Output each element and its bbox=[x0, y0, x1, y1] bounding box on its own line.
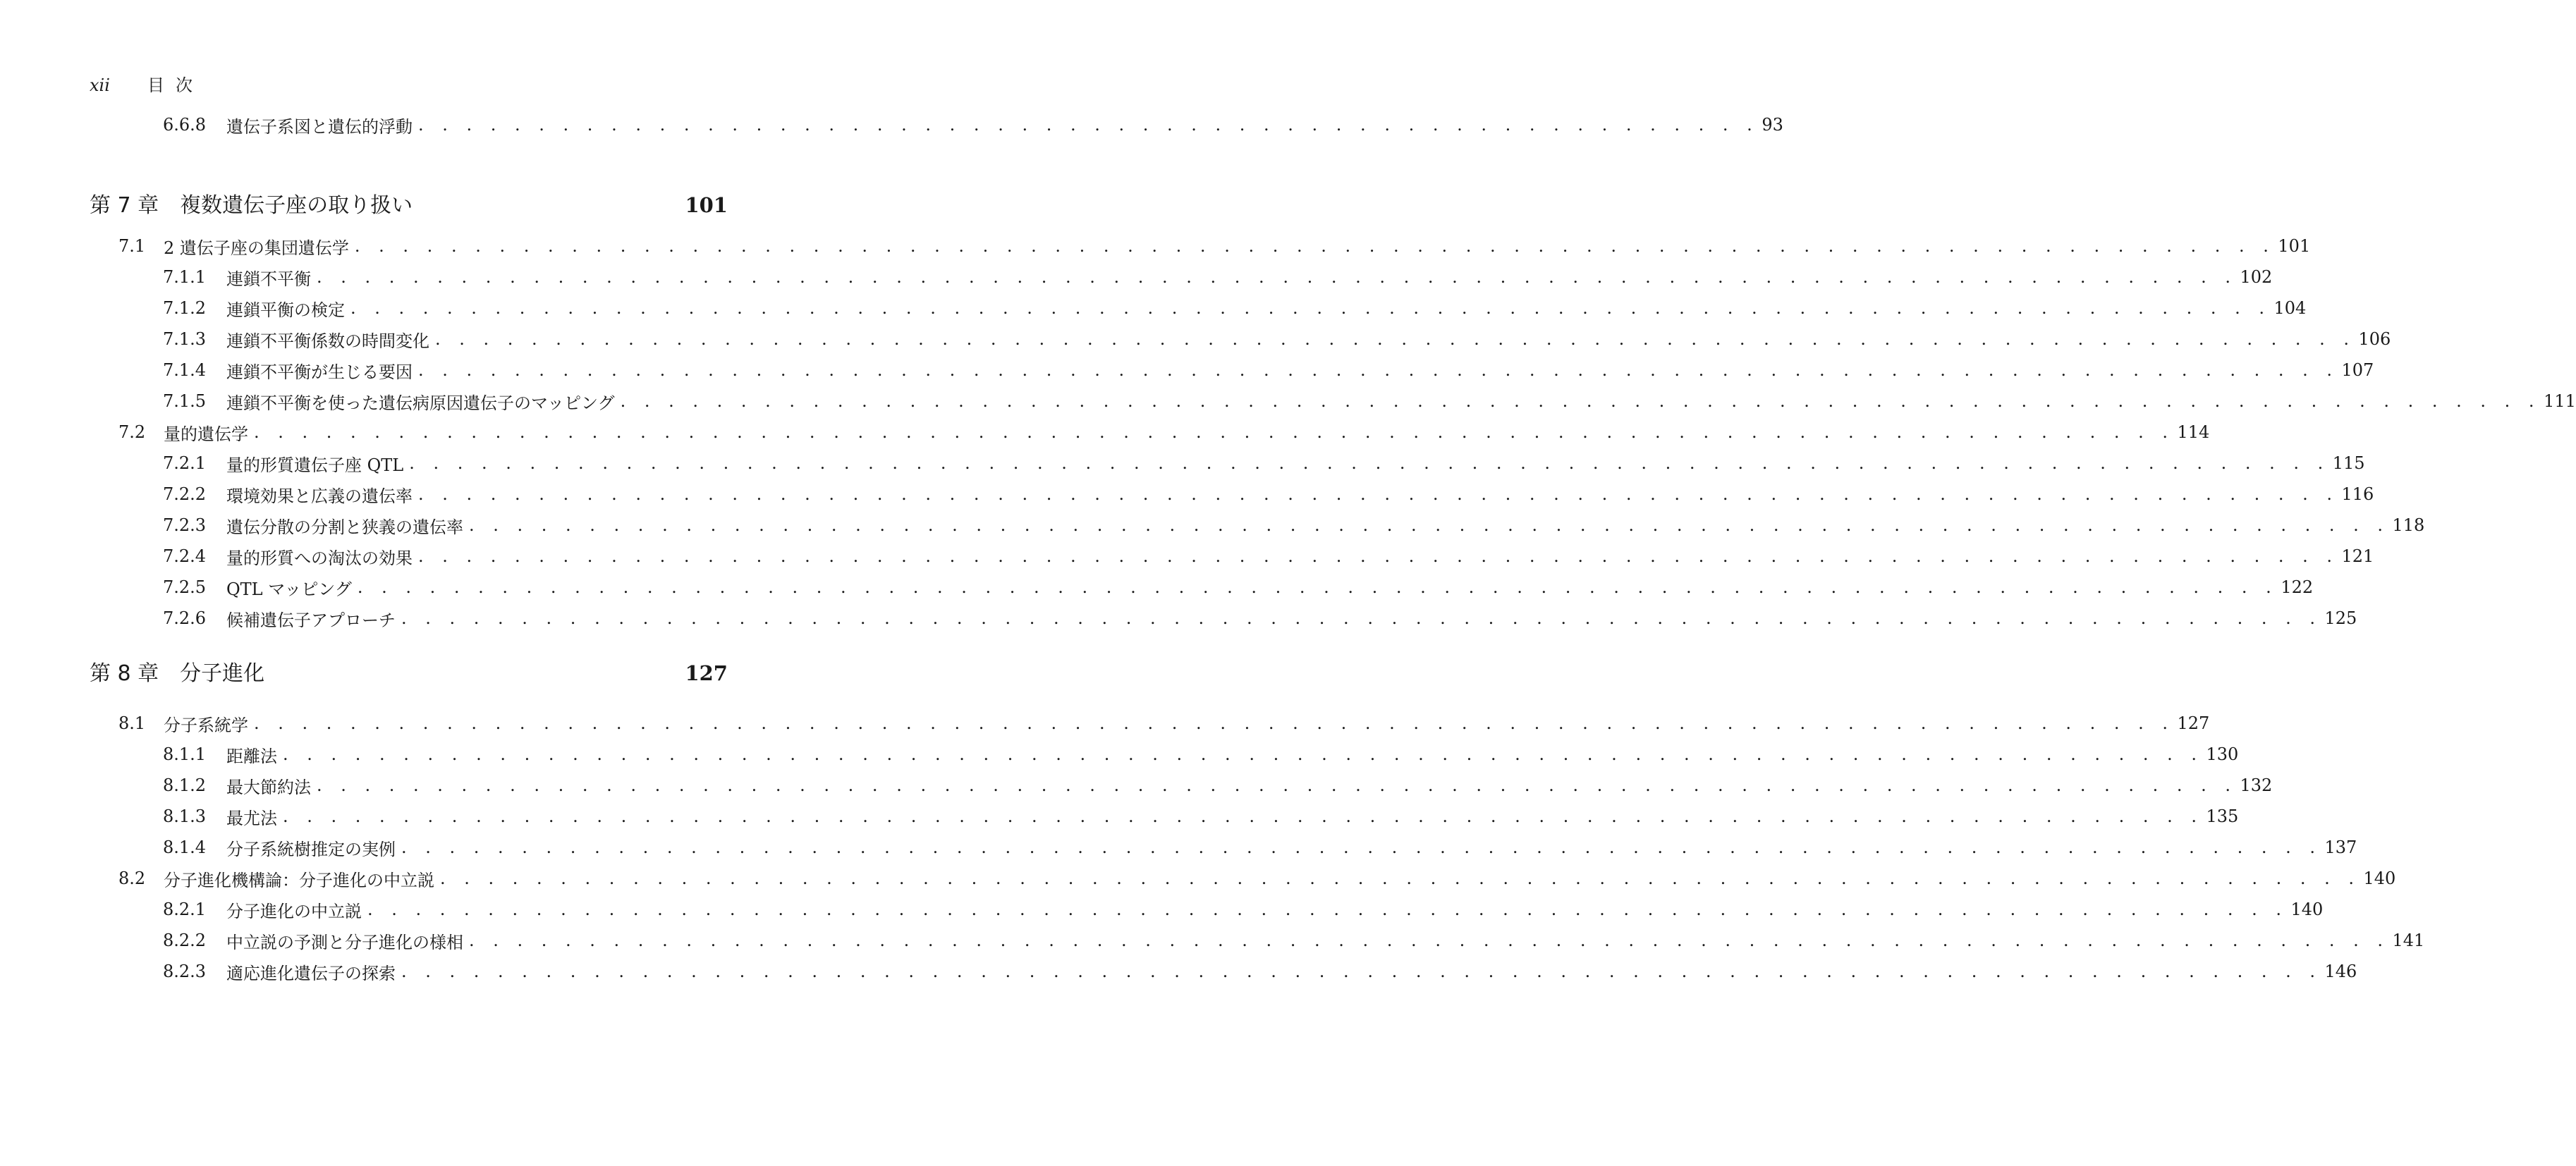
entry-number: 7.2.1 bbox=[163, 453, 207, 473]
entry-label: 遺伝分散の分割と狭義の遺伝率 bbox=[226, 517, 463, 537]
entry-label: 中立説の予測と分子進化の様相 bbox=[226, 932, 463, 952]
entry-label: 最尤法 bbox=[226, 808, 277, 828]
entry-page: 127 bbox=[2177, 713, 2210, 733]
entry-page: 107 bbox=[2341, 360, 2374, 380]
toc-section[interactable] bbox=[118, 417, 2210, 448]
entry-number: 7.1.5 bbox=[163, 391, 207, 411]
entry-label: 連鎖不平衡係数の時間変化 bbox=[226, 331, 429, 351]
chapter-title: 複数遺伝子座の取り扱い bbox=[180, 193, 413, 218]
entry-label: 連鎖不平衡が生じる要因 bbox=[226, 362, 413, 382]
entry-label: 量的形質遺伝子座 QTL bbox=[226, 455, 404, 475]
entry-number: 7.1.4 bbox=[163, 360, 207, 380]
leader-dots: . . . . . . . . . . . . . . . . . . . . . . . . . . . . . . . . . . . . . . . . . . . . . . . . . . . . . . . . . . . . . . . . . . . . . . . . . . . . . . . . bbox=[401, 608, 2322, 628]
toc-subsection[interactable] bbox=[163, 956, 2357, 987]
entry-label: 量的形質への淘汰の効果 bbox=[226, 548, 413, 568]
entry-number: 7.2.4 bbox=[163, 546, 207, 566]
entry-number: 7.2.3 bbox=[163, 515, 207, 535]
entry-number: 8.2 bbox=[118, 869, 146, 888]
entry-number: 7.1.2 bbox=[163, 298, 207, 318]
leader-dots: . . . . . . . . . . . . . . . . . . . . . . . . . . . . . . . . . . . . . . . . . . . . . . . . . . . . . . . . . . . . . . . . . . . . . . . . . . . . . . . . bbox=[254, 422, 2175, 442]
entry-page: 111 bbox=[2544, 391, 2576, 411]
chapter-heading[interactable] bbox=[90, 188, 728, 219]
entry-page: 118 bbox=[2392, 515, 2425, 535]
toc-subsection[interactable] bbox=[163, 770, 2273, 801]
leader-dots: . . . . . . . . . . . . . . . . . . . . . . . . . . . . . . . . . . . . . . . . . . . . . . . . . . . . . . . . . . . . . . . . . . . . . . . . . . . . . . . . bbox=[401, 962, 2322, 981]
entry-page: 121 bbox=[2341, 546, 2374, 566]
entry-number: 7.2.6 bbox=[163, 608, 207, 628]
leader-dots: . . . . . . . . . . . . . . . . . . . . . . . . . . . . . . . . . . . . . . . . . . . . . . . . . . . . . . . . . . . . . . . . . . . . . . . . . . . . . . . . bbox=[469, 515, 2390, 535]
toc-subsection[interactable] bbox=[163, 262, 2273, 293]
entry-number: 8.1 bbox=[118, 713, 146, 733]
entry-page: 140 bbox=[2363, 869, 2396, 888]
entry-page: 132 bbox=[2240, 775, 2273, 795]
leader-dots: . . . . . . . . . . . . . . . . . . . . . . . . . . . . . . . . . . . . . . . . . . . . . . . . . . . . . . . . . . . . . . . . . . . . . . . . . . . . . . . . bbox=[357, 577, 2278, 597]
entry-label: 分子進化機構論：分子進化の中立説 bbox=[164, 870, 434, 890]
entry-label: 遺伝子系図と遺伝的浮動 bbox=[226, 116, 413, 137]
entry-number: 8.1.1 bbox=[163, 744, 207, 764]
entry-number: 8.2.2 bbox=[163, 931, 207, 950]
chapter-page: 127 bbox=[685, 661, 728, 685]
entry-label: 環境効果と広義の遺伝率 bbox=[226, 486, 413, 506]
entry-page: 130 bbox=[2206, 744, 2239, 764]
toc-subsection[interactable] bbox=[163, 541, 2374, 572]
toc-subsection[interactable] bbox=[163, 603, 2357, 634]
entry-label: 2 遺伝子座の集団遺伝学 bbox=[164, 238, 349, 258]
entry-page: 116 bbox=[2341, 484, 2374, 504]
entry-label: QTL マッピング bbox=[226, 579, 352, 599]
leader-dots: . . . . . . . . . . . . . . . . . . . . . . . . . . . . . . . . . . . . . . . . . . . . . . . . . . . . . . . . . . . . . . . . . . . . . . . . . . . . . . . . bbox=[283, 806, 2204, 826]
entry-label: 量的遺伝学 bbox=[164, 424, 248, 444]
page-number: xii bbox=[90, 75, 110, 95]
leader-dots: . . . . . . . . . . . . . . . . . . . . . . . . . . . . . . . . . . . . . . . . . . . . . . . . . . . . . . . . . . . . . . . . . . . . . . . . . . . . . . . . bbox=[418, 546, 2339, 566]
entry-number: 8.1.4 bbox=[163, 837, 207, 857]
leader-dots: . . . . . . . . . . . . . . . . . . . . . . . . . . . . . . . . . . . . . . . . . . . . . . . . . . . . . . . . . . . . . . . . . . . . . . . . . . . . . . . . bbox=[254, 713, 2175, 733]
entry-page: 115 bbox=[2332, 453, 2365, 473]
entry-label: 最大節約法 bbox=[226, 777, 311, 797]
leader-dots: . . . . . . . . . . . . . . . . . . . . . . . . . . . . . . . . . . . . . . . . . . . . . . . . . . . . . . . . . . . . . . . . . . . . . . . . . . . . . . . . bbox=[418, 484, 2339, 504]
chapter-title: 分子進化 bbox=[180, 661, 265, 686]
entry-label: 連鎖平衡の検定 bbox=[226, 300, 345, 320]
entry-label: 距離法 bbox=[226, 746, 277, 766]
entry-number: 7.1.1 bbox=[163, 267, 207, 287]
leader-dots: . . . . . . . . . . . . . . . . . . . . . . . . . . . . . . . . . . . . . . . . . . . . . . . . . . . . . . . . . . . . . . . . . . . . . . . . . . . . . . . . bbox=[409, 453, 2330, 473]
entry-label: 候補遺伝子アプローチ bbox=[226, 610, 396, 630]
chapter-number: 第 7 章 bbox=[90, 193, 159, 218]
running-head bbox=[90, 71, 204, 96]
leader-dots: . . . . . . . . . . . . . . . . . . . . . . . . . . . . . . . . . . . . . . . . . . . . . . . . . . . . . . . . . . . . . . . . . . . . . . . . . . . . . . . . bbox=[283, 744, 2204, 764]
entry-number: 7.2 bbox=[118, 422, 146, 442]
entry-number: 8.1.2 bbox=[163, 775, 207, 795]
leader-dots: . . . . . . . . . . . . . . . . . . . . . . . . . . . . . . . . . . . . . . . . . . . . . . . . . . . . . . . . . . . . . . . . . . . . . . . . . . . . . . . . bbox=[435, 329, 2356, 349]
entry-page: 106 bbox=[2358, 329, 2391, 349]
entry-number: 8.2.3 bbox=[163, 962, 207, 981]
toc-subsection[interactable] bbox=[163, 801, 2239, 832]
entry-label: 分子系統学 bbox=[164, 715, 248, 735]
leader-dots: . . . . . . . . . . . . . . . . . . . . . . . . . . . . . . . . . . . . . . . . . . . . . . . . . . . . . . . . . . . . . . . . . . . . . . . . . . . . . . . . bbox=[469, 931, 2390, 950]
toc-subsection[interactable] bbox=[163, 510, 2425, 541]
leader-dots: . . . . . . . . . . . . . . . . . . . . . . . . . . . . . . . . . . . . . . . . . . . . . . . . . . . . . . . . . . . . . . . . . . . . . . . . . . . . . . . . bbox=[354, 236, 2276, 256]
entry-label: 分子系統樹推定の実例 bbox=[226, 839, 396, 859]
entry-number: 7.1.3 bbox=[163, 329, 207, 349]
leader-dots: . . . . . . . . . . . . . . . . . . . . . . . . . . . . . . . . . . . . . . . . . . . . . . . . . . . . . . . . . . . . . . . . . . . . . . . . . . . . . . . . bbox=[620, 391, 2541, 411]
entry-label: 連鎖不平衡 bbox=[226, 269, 311, 289]
entry-page: 104 bbox=[2273, 298, 2307, 318]
toc-subsection[interactable] bbox=[163, 293, 2307, 324]
entry-page: 146 bbox=[2324, 962, 2357, 981]
leader-dots: . . . . . . . . . . . . . . . . . . . . . . . . . . . . . . . . . . . . . . . . . . . . . . . . . . . . . . . . . . . . . . . . . . . . . . . . . . . . . . . . bbox=[367, 900, 2288, 919]
entry-page: 93 bbox=[1762, 115, 1783, 135]
entry-page: 101 bbox=[2278, 236, 2311, 256]
leader-dots: . . . . . . . . . . . . . . . . . . . . . . . . . . . . . . . . . . . . . . . . . . . . . . . . . . . . . . . . . . . . . . . . . . . . . . . . . . . . . . . . bbox=[440, 869, 2361, 888]
entry-number: 8.1.3 bbox=[163, 806, 207, 826]
entry-page: 137 bbox=[2324, 837, 2357, 857]
toc-section[interactable] bbox=[118, 708, 2210, 739]
entry-number: 6.6.8 bbox=[163, 115, 207, 135]
entry-label: 分子進化の中立説 bbox=[226, 901, 362, 921]
toc-subsection[interactable] bbox=[163, 479, 2374, 510]
leader-dots: . . . . . . . . . . . . . . . . . . . . . . . . . . . . . . . . . . . . . . . . . . . . . . . . . . . . . . . . . . . . . . . . . . . . . . . . . . . . . . . . bbox=[401, 837, 2322, 857]
toc-subsection[interactable] bbox=[163, 386, 2576, 417]
leader-dots: . . . . . . . . . . . . . . . . . . . . . . . . . . . . . . . . . . . . . . . . . . . . . . . . . . . . . . . . . . . . . . . . . . . . . . . . . . . . . . . . bbox=[418, 360, 2339, 380]
toc-section[interactable] bbox=[118, 231, 2311, 262]
entry-page: 125 bbox=[2324, 608, 2357, 628]
entry-number: 7.2.5 bbox=[163, 577, 207, 597]
toc-subsection[interactable] bbox=[163, 355, 2374, 386]
entry-page: 141 bbox=[2392, 931, 2425, 950]
entry-page: 114 bbox=[2177, 422, 2210, 442]
entry-page: 135 bbox=[2206, 806, 2239, 826]
toc-entry[interactable] bbox=[163, 109, 1783, 140]
entry-label: 適応進化遺伝子の探索 bbox=[226, 963, 396, 983]
entry-number: 7.1 bbox=[118, 236, 146, 256]
leader-dots: . . . . . . . . . . . . . . . . . . . . . . . . . . . . . . . . . . . . . . . . . . . . . . . . . . . . . . . . . . . . . . . . . . . . . . . . . . . . . . . . bbox=[317, 775, 2238, 795]
toc-subsection[interactable] bbox=[163, 448, 2365, 479]
toc-section[interactable] bbox=[118, 863, 2396, 894]
chapter-page: 101 bbox=[685, 193, 728, 217]
leader-dots: . . . . . . . . . . . . . . . . . . . . . . . . . . . . . . . . . . . . . . . . . . . . . . . . . . . . . . . . . . . . . . . . . . . . . . . . . . . . . . . . bbox=[317, 267, 2238, 287]
leader-dots: . . . . . . . . . . . . . . . . . . . . . . . . . . . . . . . . . . . . . . . . . . . . . . . . . . . . . . . . bbox=[418, 115, 1759, 135]
toc-subsection[interactable] bbox=[163, 572, 2314, 603]
entry-number: 7.2.2 bbox=[163, 484, 207, 504]
entry-label: 連鎖不平衡を使った遺伝病原因遺伝子のマッピング bbox=[226, 393, 615, 413]
entry-page: 102 bbox=[2240, 267, 2273, 287]
leader-dots: . . . . . . . . . . . . . . . . . . . . . . . . . . . . . . . . . . . . . . . . . . . . . . . . . . . . . . . . . . . . . . . . . . . . . . . . . . . . . . . . bbox=[350, 298, 2271, 318]
entry-number: 8.2.1 bbox=[163, 900, 207, 919]
toc-subsection[interactable] bbox=[163, 925, 2425, 956]
toc-subsection[interactable] bbox=[163, 739, 2239, 770]
running-title: 目次 bbox=[147, 75, 204, 95]
toc-subsection[interactable] bbox=[163, 324, 2391, 355]
toc-subsection[interactable] bbox=[163, 832, 2357, 863]
entry-page: 140 bbox=[2290, 900, 2324, 919]
toc-subsection[interactable] bbox=[163, 894, 2324, 925]
entry-page: 122 bbox=[2281, 577, 2314, 597]
chapter-heading[interactable] bbox=[90, 656, 728, 687]
chapter-number: 第 8 章 bbox=[90, 661, 159, 686]
